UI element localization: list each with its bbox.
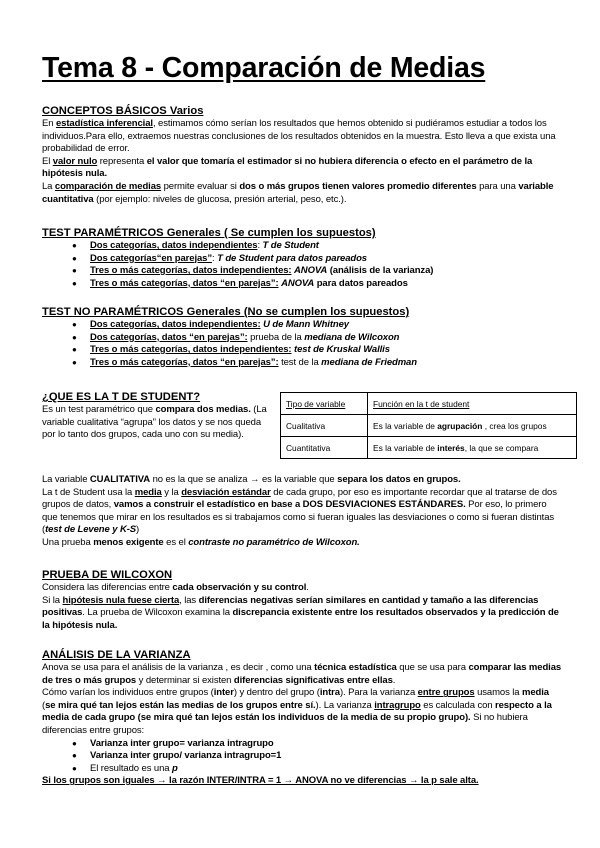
list-item: ● Dos categorías“en parejas”: T de Student para datos pareados [90,253,562,266]
conclusion-line: Si los grupos son iguales → la razón INTER/INTRA = 1 → ANOVA no ve diferencias → la p sale alta. [42,775,479,787]
paragraph: Si la hipótesis nula fuese cierta, las diferencias negativas serían similares en cantidad y tamaño a las diferencias positivas. La prueba de Wilcoxon examina la discrepancia existente entre los resultados observados y la predicción de la hipótesis nula. [42,594,559,631]
section-parametricos [42,226,562,290]
list-item: ● Varianza inter grupo= varianza intragrupo [90,738,562,751]
paragraph: Considera las diferencias entre cada observación y su control. [42,582,309,593]
table-row [281,437,577,459]
list-item: ● Varianza inter grupo/ varianza intragrupo=1 [90,750,562,763]
paragraph: El valor nulo representa el valor que tomaría el estimador si no hubiera diferencia o efecto en el parámetro de la hipótesis nula. [42,155,533,180]
list-item: ● Tres o más categorías, datos independientes: test de Kruskal Wallis [90,344,562,357]
table-cell: Cuantitativa [281,437,368,459]
paragraph: Anova se usa para el análisis de la varianza , es decir , como una técnica estadística que se usa para comparar las medias de tres o más grupos y determinar si existen diferencias significativas entre ellas. [42,662,562,686]
list-item: ● Tres o más categorías, datos “en parejas”: ANOVA para datos pareados [90,278,562,291]
table-cell: Es la variable de agrupación , crea los grupos [368,415,577,437]
table-header: Función en la t de student [368,393,577,415]
list-item: ● Tres o más categorías, datos independientes: ANOVA (análisis de la varianza) [90,265,562,278]
section-heading: TEST PARAMÉTRICOS Generales ( Se cumplen los supuestos) [42,227,376,239]
section-anova [42,648,562,788]
table-cell: Cualitativa [281,415,368,437]
section-wilcoxon [42,568,562,632]
paragraph: Cómo varían los individuos entre grupos (inter) y dentro del grupo (intra). Para la varianza entre grupos usamos la media (se mira qué tan lejos están las medias de los grupos entre sí.). La varianza intragrupo es calculada con respecto a la media de cada grupo (se mira qué tan lejos están los individuos de la media de su propio grupo). Si no hubiera diferencias entre grupos: [42,687,552,736]
test-list [42,240,562,290]
section-heading: PRUEBA DE WILCOXON [42,569,173,581]
table-row [281,415,577,437]
list-item: ● Dos categorías, datos “en parejas”: prueba de la mediana de Wilcoxon [90,332,562,345]
page-title: Tema 8 - Comparación de Medias [42,52,486,84]
table-header-row [281,393,577,415]
section-heading: TEST NO PARAMÉTRICOS Generales (No se cumplen los supuestos) [42,306,410,318]
paragraph: La comparación de medias permite evaluar si dos o más grupos tienen valores promedio diferentes para una variable cuantitativa (por ejemplo: niveles de glucosa, presión arterial, peso, etc.). [42,180,554,205]
section-conceptos [42,104,562,206]
section-noparametricos [42,305,562,369]
paragraph: Una prueba menos exigente es el contraste no paramétrico de Wilcoxon. [42,536,360,548]
paragraph: En estadística inferencial, estimamos cómo serían los resultados que hemos obtenido si pudiéramos estudiar a todos los individuos.Para ello, extraemos nuestras conclusiones de los resultados obtenidos en la muestra. Esto lleva a que exista una probabilidad de error. [42,118,556,155]
table-header: Tipo de variable [281,393,368,415]
section-heading: ¿QUE ES LA T DE STUDENT? [42,391,201,403]
anova-list [42,738,562,776]
section-heading: ANÁLISIS DE LA VARIANZA [42,649,191,661]
variable-table [280,392,577,459]
list-item: ● El resultado es una p [90,763,562,776]
table-cell: Es la variable de interés, la que se compara [368,437,577,459]
section-tstudent [42,390,562,550]
section-heading: CONCEPTOS BÁSICOS Varios [42,105,204,117]
paragraph: La variable CUALITATIVA no es la que se analiza → es la variable que separa los datos en grupos. [42,474,461,485]
paragraph: Es un test paramétrico que compara dos medias. (La variable cualitativa “agrupa” los datos y se nos queda por lo tanto dos grupos, cada uno con su media). [42,404,267,441]
list-item: ● Dos categorías, datos independientes: T de Student [90,240,562,253]
paragraph: La t de Student usa la media y la desviación estándar de cada grupo, por eso es importante recordar que al tratarse de dos grupos de datos, vamos a construir el estadístico en base a DOS DESVIACIONES ESTÁNDARES. Por eso, lo primero que tenemos que mirar en los resultados es si trabajamos como si fueran iguales las desviaciones o como si fueran distintas (test de Levene y K-S) [42,486,557,536]
list-item: ● Dos categorías, datos independientes: U de Mann Whitney [90,319,562,332]
test-list [42,319,562,369]
list-item: ● Tres o más categorías, datos “en parejas”: test de la mediana de Friedman [90,357,562,370]
